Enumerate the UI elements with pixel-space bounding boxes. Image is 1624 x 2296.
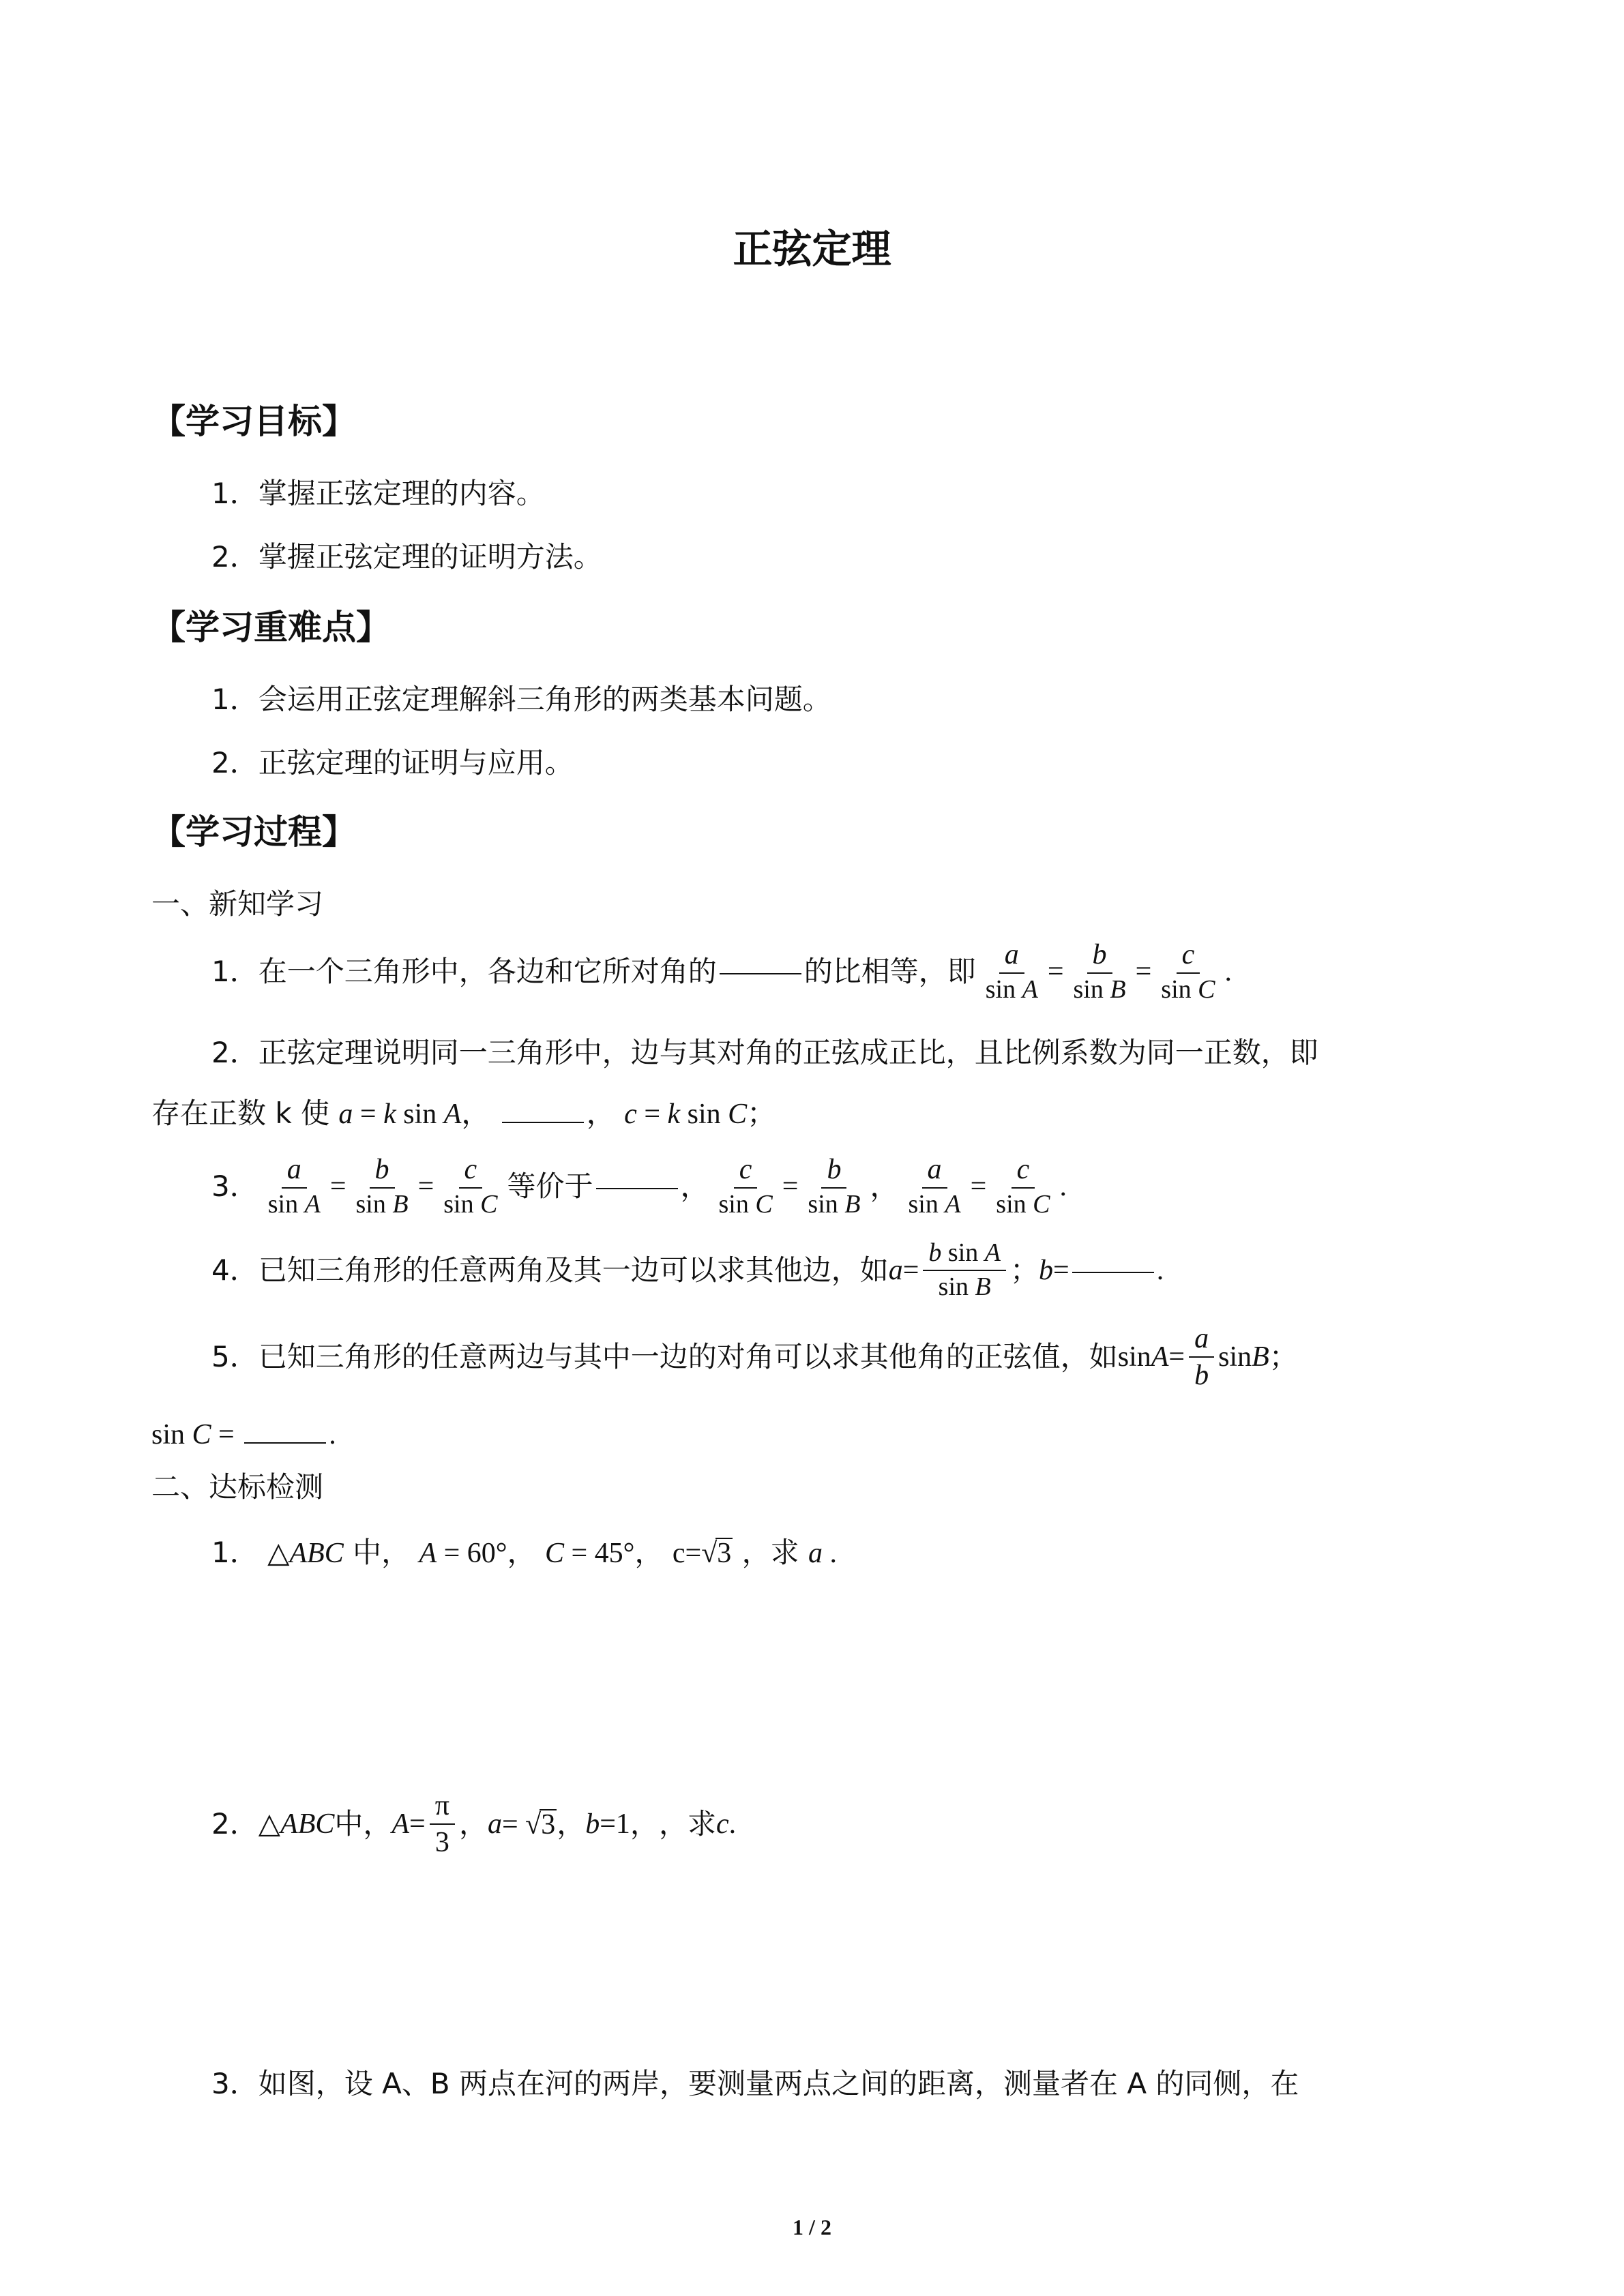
q4-text: 4．已知三角形的任意两角及其一边可以求其他边，如 bbox=[211, 1253, 889, 1287]
question-1: 1．在一个三角形中，各边和它所对角的 的比相等，即 $\frac{a}{\text{sin A}}$ = $\frac{b}{\text{sin B}}$ = $\frac{c}{\text{sin C}}$ . bbox=[211, 939, 1232, 1004]
p1-text: 中， bbox=[353, 1536, 411, 1569]
answer-blank[interactable] bbox=[502, 1118, 584, 1123]
question-2: 2．正弦定理说明同一三角形中，边与其对角的正弦成正比，且比例系数为同一正数，即 bbox=[211, 1036, 1318, 1069]
fraction-a-sinA: $\frac{a}{\text{sin A}}$ bbox=[908, 1154, 961, 1219]
question-3: 3． $\frac{a}{\text{sin A}}$ = $\frac{b}{\text{sin B}}$ = $\frac{c}{\text{sin C}}$ 等价于 ， $\frac{c}{\text{sin C}}$ = $\frac{b}{\text{sin B}}$ ， $\frac{a}{\text{sin A}}$ = $\frac{c}{\text{sin C}}$ . bbox=[211, 1154, 1067, 1219]
section-heading-goals: 【学习目标】 bbox=[151, 402, 356, 441]
p1-end: ，求 bbox=[741, 1536, 799, 1569]
question-2-cont: 存在正数 k 使 a = k sin A， ， c = k sin C； bbox=[151, 1097, 776, 1130]
fraction-b-sinB: $\frac{b}{\text{sin B}}$ bbox=[355, 1154, 409, 1219]
keypoint-item-2: 2．正弦定理的证明与应用。 bbox=[211, 746, 574, 779]
part1-heading: 一、新知学习 bbox=[151, 887, 324, 921]
fraction-c-sinC: $\frac{c}{\text{sin C}}$ bbox=[1161, 939, 1215, 1004]
practice-3: 3．如图，设 A、B 两点在河的两岸，要测量两点之间的距离，测量者在 A 的同侧，在 bbox=[211, 2067, 1299, 2100]
fraction-c-sinC: $\frac{c}{\text{sin C}}$ bbox=[718, 1154, 773, 1219]
q1-text-2: 的比相等，即 bbox=[803, 955, 976, 988]
fraction-b-sinB: $\frac{b}{\text{sin B}}$ bbox=[808, 1154, 861, 1219]
q3-text: 等价于 bbox=[507, 1169, 593, 1203]
fraction-pi-3: $\frac{\pi}{3}$ bbox=[430, 1791, 455, 1858]
fraction-a-sinA: $\frac{a}{\text{sin A}}$ bbox=[267, 1154, 321, 1219]
answer-blank[interactable] bbox=[596, 1184, 678, 1189]
q3-label: 3． bbox=[211, 1169, 259, 1203]
question-4: 4．已知三角形的任意两角及其一边可以求其他边，如 a = $\frac{\text{b sin A}}{\text{sin B}}$ ； b = . bbox=[211, 1238, 1164, 1301]
q5-text: 5．已知三角形的任意两边与其中一边的对角可以求其他角的正弦值，如 bbox=[211, 1340, 1118, 1373]
p2-text: 中， bbox=[334, 1807, 392, 1840]
section-heading-keypoints: 【学习重难点】 bbox=[151, 608, 390, 647]
goal-item-2: 2．掌握正弦定理的证明方法。 bbox=[211, 540, 602, 573]
p1-label: 1． bbox=[211, 1536, 259, 1569]
fraction-c-sinC: $\frac{c}{\text{sin C}}$ bbox=[443, 1154, 498, 1219]
question-5-cont: sin C = . bbox=[151, 1419, 336, 1450]
practice-1: 1． △ABC 中， A = 60°， C = 45°， c=√3 ，求 a . bbox=[211, 1536, 837, 1569]
fraction-c-sinC: $\frac{c}{\text{sin C}}$ bbox=[996, 1154, 1050, 1219]
q1-text: 1．在一个三角形中，各边和它所对角的 bbox=[211, 955, 717, 988]
part2-heading: 二、达标检测 bbox=[151, 1470, 324, 1504]
p2-end: ，求 bbox=[658, 1807, 716, 1840]
goal-item-1: 1．掌握正弦定理的内容。 bbox=[211, 477, 545, 510]
q2-text-2: 存在正数 k 使 bbox=[151, 1097, 330, 1130]
answer-blank[interactable] bbox=[244, 1438, 326, 1444]
fraction-b-sinB: $\frac{b}{\text{sin B}}$ bbox=[1073, 939, 1126, 1004]
p2-label: 2． bbox=[211, 1807, 259, 1840]
practice-2: 2． △ ABC 中， A = $\frac{\pi}{3}$ ， a = √3 ， b =1 ， ，求 c . bbox=[211, 1789, 737, 1858]
page-title: 正弦定理 bbox=[733, 226, 891, 272]
question-5: 5．已知三角形的任意两边与其中一边的对角可以求其他角的正弦值，如 sin A = $\frac{a}{b}$ sin B ； bbox=[211, 1322, 1298, 1391]
keypoint-item-1: 1．会运用正弦定理解斜三角形的两类基本问题。 bbox=[211, 683, 831, 716]
page-number: 1 / 2 bbox=[793, 2215, 831, 2239]
section-heading-process: 【学习过程】 bbox=[151, 812, 356, 852]
answer-blank[interactable] bbox=[720, 969, 801, 974]
answer-blank[interactable] bbox=[1072, 1268, 1154, 1273]
fraction-a-sinA: $\frac{a}{\text{sin A}}$ bbox=[985, 939, 1038, 1004]
fraction-a-b: $\frac{a}{b}$ bbox=[1189, 1324, 1214, 1390]
fraction-bsinA-sinB: $\frac{\text{b sin A}}{\text{sin B}}$ bbox=[923, 1240, 1006, 1301]
